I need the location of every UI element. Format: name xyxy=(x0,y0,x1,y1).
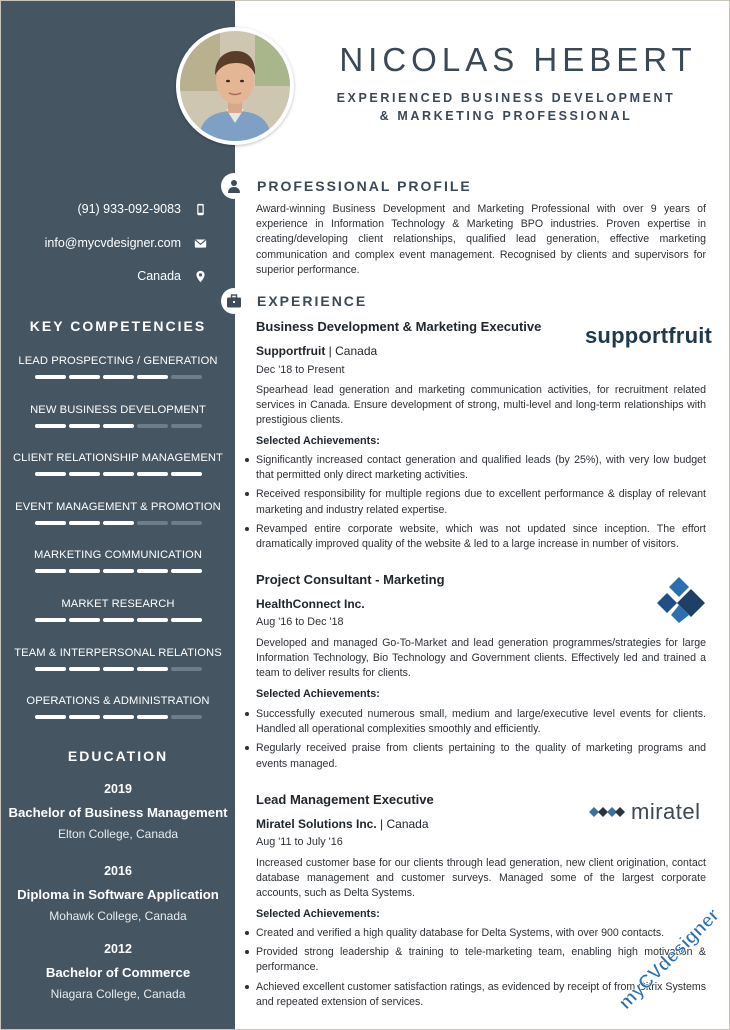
education-degree: Bachelor of Business Management xyxy=(8,805,228,820)
level-segment-filled xyxy=(137,618,168,622)
achievements-label: Selected Achievements: xyxy=(256,435,380,447)
achievement-item: Created and verified a high quality database for Delta Systems, with over 900 contacts. xyxy=(256,926,706,941)
education-school: Niagara College, Canada xyxy=(50,987,186,1001)
competency-level-bar xyxy=(1,715,235,719)
level-segment-filled xyxy=(35,618,66,622)
level-segment-filled xyxy=(35,472,66,476)
envelope-icon xyxy=(193,236,207,250)
healthconnect-logo-icon xyxy=(657,577,707,623)
person-portrait-icon xyxy=(180,31,290,141)
education-degree: Bachelor of Commerce xyxy=(45,965,191,980)
level-segment-filled xyxy=(103,521,134,525)
briefcase-icon xyxy=(221,288,247,314)
competency-label: MARKETING COMMUNICATION xyxy=(33,549,203,562)
level-segment-filled xyxy=(35,715,66,719)
watermark-text: myCVdesigner xyxy=(614,904,724,1014)
contact-location xyxy=(0,269,207,283)
level-segment-filled xyxy=(171,618,202,622)
level-segment-filled xyxy=(35,521,66,525)
location-text: Canada xyxy=(137,269,181,283)
phone-icon xyxy=(193,202,207,216)
company-name: HealthConnect Inc. xyxy=(256,597,365,611)
education-item xyxy=(1,782,235,841)
job-dates: Dec '18 to Present xyxy=(256,364,345,376)
level-segment-filled xyxy=(171,569,202,573)
miratel-logo-text: miratel xyxy=(631,799,701,824)
job-title: Project Consultant - Marketing xyxy=(256,572,445,587)
tagline-line-1: EXPERIENCED BUSINESS DEVELOPMENT xyxy=(336,91,676,105)
competency-item xyxy=(1,547,235,596)
education-item xyxy=(1,942,235,1001)
level-segment-filled xyxy=(137,667,168,671)
contact-phone xyxy=(0,202,207,216)
job-company xyxy=(256,597,365,611)
competency-label: TEAM & INTERPERSONAL RELATIONS xyxy=(14,646,222,659)
level-segment-filled xyxy=(69,472,100,476)
level-segment-filled xyxy=(35,424,66,428)
competency-level-bar xyxy=(1,618,235,622)
job-company xyxy=(256,344,377,358)
achievement-item: Revamped entire corporate website, which was not updated since inception. The effort dramatically improved quality of the website & led to a large increase in number of visitors. xyxy=(256,522,706,552)
education-item xyxy=(1,864,235,923)
achievements-label: Selected Achievements: xyxy=(256,908,380,920)
education-school: Elton College, Canada xyxy=(57,827,179,841)
level-segment-filled xyxy=(69,715,100,719)
level-segment-empty xyxy=(171,715,202,719)
education-year: 2016 xyxy=(104,864,132,878)
competency-label: EVENT MANAGEMENT & PROMOTION xyxy=(15,500,221,513)
job-summary: Spearhead lead generation and marketing communication activities, for recruitment related services in Canada. Ensure development of strong, multi-level and long-term relationships with prestigious clients. xyxy=(256,384,706,427)
competency-item xyxy=(1,450,235,499)
level-segment-filled xyxy=(137,715,168,719)
level-segment-filled xyxy=(69,618,100,622)
job-company xyxy=(256,817,429,831)
level-segment-empty xyxy=(171,424,202,428)
email-text: info@mycvdesigner.com xyxy=(44,236,181,250)
competency-level-bar xyxy=(1,375,235,379)
competency-item xyxy=(1,402,235,451)
competency-label: NEW BUSINESS DEVELOPMENT xyxy=(30,403,206,416)
experience-section-header xyxy=(221,288,367,314)
level-segment-empty xyxy=(171,667,202,671)
job-title: Business Development & Marketing Executive xyxy=(256,319,542,334)
education-year: 2012 xyxy=(104,942,132,956)
phone-text: (91) 933-092-9083 xyxy=(77,202,181,216)
level-segment-filled xyxy=(69,521,100,525)
competency-label: OPERATIONS & ADMINISTRATION xyxy=(26,695,210,708)
level-segment-filled xyxy=(103,667,134,671)
level-segment-filled xyxy=(69,375,100,379)
contact-email xyxy=(0,236,207,250)
user-icon xyxy=(221,173,247,199)
miratel-diamonds-icon xyxy=(589,804,625,820)
competency-level-bar xyxy=(1,424,235,428)
achievements-label: Selected Achievements: xyxy=(256,688,380,700)
level-segment-empty xyxy=(171,375,202,379)
level-segment-empty xyxy=(137,424,168,428)
level-segment-filled xyxy=(103,424,134,428)
profile-section-header xyxy=(221,173,472,199)
level-segment-filled xyxy=(137,375,168,379)
level-segment-filled xyxy=(103,715,134,719)
level-segment-filled xyxy=(103,569,134,573)
company-separator: | xyxy=(328,344,336,358)
achievement-item: Regularly received praise from clients pertaining to the quality of marketing programs and events managed. xyxy=(256,741,706,771)
tagline-line-2: & MARKETING PROFESSIONAL xyxy=(379,109,633,123)
competency-item xyxy=(1,499,235,548)
level-segment-empty xyxy=(171,521,202,525)
level-segment-filled xyxy=(69,569,100,573)
job-summary: Developed and managed Go-To-Market and lead generation programmes/strategies for large Information Technology, Bio Technology and Government clients. Effectively led and trained a team to deliver results for clients. xyxy=(256,637,706,680)
job-title: Lead Management Executive xyxy=(256,792,434,807)
company-name: Supportfruit xyxy=(256,344,326,358)
education-heading: EDUCATION xyxy=(67,748,169,764)
level-segment-filled xyxy=(69,424,100,428)
competency-level-bar xyxy=(1,569,235,573)
candidate-name: NICOLAS HEBERT xyxy=(339,41,697,78)
competency-level-bar xyxy=(1,472,235,476)
competencies-heading: KEY COMPETENCIES xyxy=(29,318,207,334)
achievement-list xyxy=(256,707,706,776)
job-dates: Aug '11 to July '16 xyxy=(256,836,343,848)
competency-list xyxy=(1,353,235,742)
achievement-item: Successfully executed numerous small, medium and large/executive level events for clients. Handled all operational complexities smoothly and efficiently. xyxy=(256,707,706,737)
level-segment-filled xyxy=(137,569,168,573)
miratel-logo xyxy=(589,799,701,825)
achievement-list xyxy=(256,453,706,556)
competency-item xyxy=(1,693,235,742)
competency-label: LEAD PROSPECTING / GENERATION xyxy=(18,355,218,367)
achievement-item: Significantly increased contact generation and qualified leads (by 25%), with very low budget that permitted only direct marketing activities. xyxy=(256,453,706,483)
sidebar xyxy=(1,1,235,1030)
level-segment-filled xyxy=(35,569,66,573)
competency-item xyxy=(1,353,235,402)
mycvdesigner-watermark xyxy=(609,893,729,1025)
job-dates: Aug '16 to Dec '18 xyxy=(256,616,344,628)
map-pin-icon xyxy=(193,269,207,283)
competency-label: MARKET RESEARCH xyxy=(61,597,175,610)
education-school: Mohawk College, Canada xyxy=(49,909,187,923)
achievement-item: Provided strong leadership & training to tele-marketing team, enabling high motivation & performance. xyxy=(256,945,706,975)
company-location: Canada xyxy=(335,344,378,358)
company-separator: | xyxy=(380,817,387,831)
competency-level-bar xyxy=(1,521,235,525)
level-segment-filled xyxy=(103,618,134,622)
level-segment-filled xyxy=(69,667,100,671)
competency-label: CLIENT RELATIONSHIP MANAGEMENT xyxy=(12,452,223,465)
competency-level-bar xyxy=(1,667,235,671)
level-segment-filled xyxy=(35,375,66,379)
experience-heading: EXPERIENCE xyxy=(257,293,368,309)
profile-photo xyxy=(176,27,294,145)
company-name: Miratel Solutions Inc. xyxy=(256,817,377,831)
level-segment-filled xyxy=(137,472,168,476)
competency-item xyxy=(1,645,235,694)
level-segment-filled xyxy=(103,375,134,379)
competency-item xyxy=(1,596,235,645)
achievement-item: Achieved excellent customer satisfaction ratings, as evidenced by receipt of from Citrix Systems and repeated extension of services. xyxy=(256,980,706,1010)
job-summary: Increased customer base for our clients through lead generation, new client origination, contact database management and customer surveys. Managed some of the largest corporate accounts, such as Delta Systems. xyxy=(256,857,706,900)
education-degree: Diploma in Software Application xyxy=(17,887,219,902)
supportfruit-logo: supportfruit xyxy=(585,323,713,348)
profile-heading: PROFESSIONAL PROFILE xyxy=(257,178,472,194)
company-location: Canada xyxy=(386,817,429,831)
level-segment-filled xyxy=(103,472,134,476)
level-segment-filled xyxy=(171,472,202,476)
profile-text: Award-winning Business Development and Marketing Professional with over 9 years of experience in Information Technology & Marketing BPO industries. Proven expertise in creating/developing client relationships, qualified lead generation, effective marketing communication and complex event management. Recognised by clients and supervisors for superior performance. xyxy=(256,203,706,276)
achievement-item: Received responsibility for multiple regions due to excellent performance & display of relevant marketing and industry related expertise. xyxy=(256,487,706,517)
level-segment-empty xyxy=(137,521,168,525)
level-segment-filled xyxy=(35,667,66,671)
education-year: 2019 xyxy=(104,782,132,796)
